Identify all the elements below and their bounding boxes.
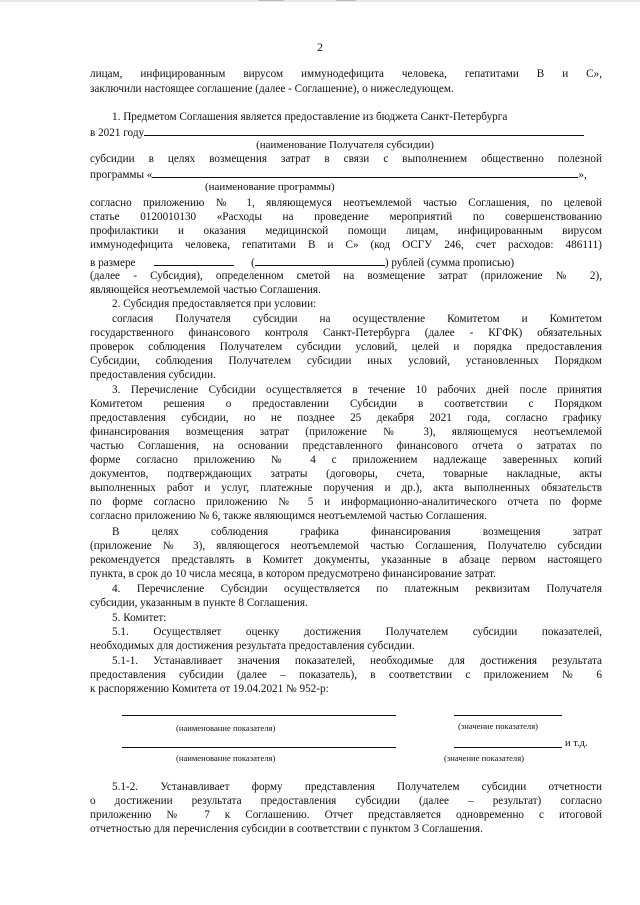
paragraph-line: 5.1. Осуществляет оценку достижения Получателем субсидии показателей, <box>112 626 602 638</box>
program-blank <box>152 167 578 178</box>
scan-mark <box>336 0 356 1</box>
indicator-name-label: (наименование показателя) <box>176 723 276 733</box>
paragraph-line: о достижении результата предоставления субсидии (далее – результат) согласно <box>90 795 602 807</box>
paragraph-line: В целях соблюдения графика финансирования возмещения затрат <box>112 526 602 538</box>
recipient-line <box>90 125 602 140</box>
indicator-name-blank <box>122 715 396 716</box>
paragraph-line: частью Соглашения, на основании представленного финансового отчета о затратах по <box>90 440 602 452</box>
indicator-value-label: (значение показателя) <box>458 721 539 731</box>
paragraph-line: необходимых для достижения результата предоставления субсидии. <box>90 640 415 652</box>
paragraph-line: являющейся неотъемлемой частью Соглашения. <box>90 284 321 296</box>
paragraph-line: по форме согласно приложению № 5 и информационно-аналитического отчета по форме <box>90 496 602 508</box>
year-text: в 2021 году <box>90 127 145 139</box>
scan-top-edge <box>0 0 640 2</box>
paragraph-line: предоставления субсидии. <box>90 369 216 381</box>
paragraph-line: рекомендуется представлять в Комитет документы, указанные в абзаце первом настоящего <box>90 554 602 566</box>
amount-blank <box>154 255 234 266</box>
paragraph-line: (приложение № 3), являющегося неотъемлемой частью Соглашения, Получателю субсидии <box>90 540 602 552</box>
program-label: (наименование программы) <box>205 181 335 193</box>
scan-mark <box>258 0 284 1</box>
paragraph-line: предоставления субсидии (далее – показатель), в соответствии с приложением № 6 <box>90 669 602 681</box>
paragraph-line: документов, подтверждающих затраты (договоры, счета, товарные накладные, акты <box>90 468 602 480</box>
paragraph-line: форме согласно приложению № 4 с приложением надлежаще заверенных копий <box>90 454 602 466</box>
paragraph-line: 5.1-1. Устанавливает значения показателей, необходимые для достижения результата <box>112 655 602 667</box>
indicator-value-label: (значение показателя) <box>444 753 525 763</box>
amount-words-blank <box>255 255 385 266</box>
paragraph-line: согласия Получателя субсидии на осуществление Комитетом и Комитетом <box>112 313 602 325</box>
recipient-blank <box>144 125 584 136</box>
page-number: 2 <box>317 40 323 54</box>
paragraph-line: 5. Комитет: <box>112 612 167 624</box>
paragraph-line: 2. Субсидия предоставляется при условии: <box>112 298 317 310</box>
paragraph-line: отчетностью для перечисления субсидии в соответствии с пунктом 3 Соглашения. <box>90 823 483 835</box>
paragraph-line: субсидии, указанным в пункте 8 Соглашения. <box>90 597 308 609</box>
paragraph-line: финансирования возмещения затрат (приложение № 3), являющемуся неотъемлемой <box>90 426 602 438</box>
paragraph-line: статье 0120010130 «Расходы на проведение мероприятий по совершенствованию <box>90 211 602 223</box>
paragraph-line: заключили настоящее соглашение (далее - Соглашение), о нижеследующем. <box>90 83 454 95</box>
paragraph-line: к распоряжению Комитета от 19.04.2021 № 952-р: <box>90 683 329 695</box>
paragraph-line: 4. Перечисление Субсидии осуществляется по платежным реквизитам Получателя <box>112 583 602 595</box>
paragraph-line: субсидии в целях возмещения затрат в связи с выполнением общественно полезной <box>90 153 602 165</box>
paragraph-line: профилактики и оказания медицинской помощи лицам, инфицированным вирусом <box>90 225 602 237</box>
indicator-value-blank <box>454 715 562 716</box>
paragraph-line: пункта, в срок до 10 числа месяца, в котором предусмотрено финансирование затрат. <box>90 568 496 580</box>
paragraph-line: предоставления субсидии, но не позднее 25 декабря 2021 года, согласно графику <box>90 412 602 424</box>
paragraph-line: 1. Предметом Соглашения является предоставление из бюджета Санкт-Петербурга <box>112 111 508 123</box>
paragraph-line: проверок соблюдения Получателем субсидии условий, целей и порядка предоставления <box>90 341 602 353</box>
indicator-name-label: (наименование показателя) <box>176 753 276 763</box>
paragraph-line: Комитетом решения о предоставлении Субсидии в соответствии с Порядком <box>90 398 602 410</box>
program-line: программы « », <box>90 169 587 181</box>
paragraph-line: лицам, инфицированным вирусом иммунодефицита человека, гепатитами В и С», <box>90 68 602 80</box>
amount-line: в размере ( ) рублей (сумма прописью) <box>90 257 515 269</box>
paragraph-line: выполненных работ и услуг, платежные поручения и др.), акта выполненных обязательств <box>90 482 602 494</box>
indicator-name-blank <box>122 747 396 748</box>
paragraph-line: иммунодефицита человека, гепатитами В и С» (код ОСГУ 246, счет расходов: 486111) <box>90 239 602 251</box>
paragraph-line: приложению № 7 к Соглашению. Отчет представляется одновременно с итоговой <box>90 809 602 821</box>
etc-text: и т.д. <box>565 738 588 749</box>
paragraph-line: (далее - Субсидия), определенном сметой на возмещение затрат (приложение № 2), <box>90 270 602 282</box>
paragraph-line: государственного финансового контроля Санкт-Петербурга (далее - КГФК) обязательных <box>90 327 602 339</box>
paragraph-line: Субсидии, соблюдения Получателем субсидии иных условий, установленных Порядком <box>90 355 602 367</box>
paragraph-line: 3. Перечисление Субсидии осуществляется в течение 10 рабочих дней после принятия <box>112 384 602 396</box>
indicator-value-blank <box>454 747 562 748</box>
paragraph-line: 5.1-2. Устанавливает форму представления Получателем субсидии отчетности <box>112 781 602 793</box>
paragraph-line: согласно приложению № 1, являющемуся неотъемлемой частью Соглашения, по целевой <box>90 197 602 209</box>
paragraph-line: согласно приложению № 6, также являющимся неотъемлемой частью Соглашения. <box>90 510 487 522</box>
recipient-label: (наименование Получателя субсидии) <box>256 139 434 151</box>
